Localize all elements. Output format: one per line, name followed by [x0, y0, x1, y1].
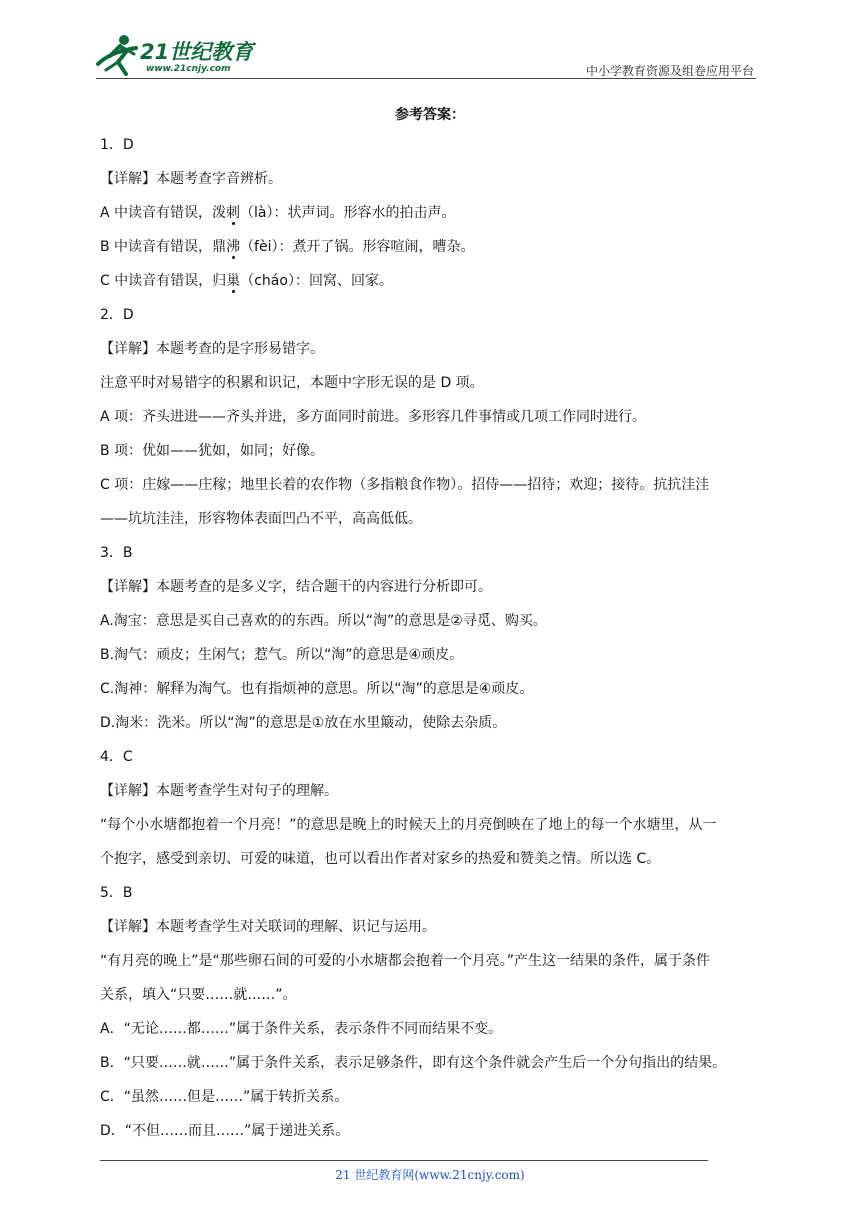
header-divider: [96, 78, 756, 79]
logo-url: www.21cnjy.com: [146, 64, 231, 74]
q5-option-b: B．“只要……就……”属于条件关系，表示足够条件，即有这个条件就会产生后一个分句指出的结果。: [100, 1055, 727, 1071]
q5-paragraph-1: “有月亮的晚上”是“那些卵石间的可爱的小水塘都会抱着一个月亮。”产生这一结果的条件，属于条件: [100, 953, 711, 969]
site-logo[interactable]: [96, 34, 266, 78]
q2-option-b: B 项：优如——犹如，如同；好像。: [100, 443, 325, 459]
q2-option-a: A 项：齐头进进——齐头并进，多方面同时前进。多形容几件事情或几项工作同时进行。: [100, 409, 647, 425]
q4-answer: 4．C: [100, 749, 133, 765]
q4-paragraph-2: 个抱字，感受到亲切、可爱的味道，也可以看出作者对家乡的热爱和赞美之情。所以选 C。: [100, 851, 661, 867]
q3-detail: 【详解】本题考查的是多义字，结合题干的内容进行分析即可。: [100, 579, 492, 595]
q1-a-text: A 中读音有错误，泼: [100, 205, 227, 221]
q5-option-d: D．“不但……而且……”属于递进关系。: [100, 1123, 350, 1139]
q1-b-text-post: （fèi）：煮开了锅。形容喧闹，嘈杂。: [240, 239, 475, 255]
q5-detail: 【详解】本题考查学生对关联词的理解、识记与运用。: [100, 919, 436, 935]
answer-content: [100, 128, 764, 1148]
q2-option-c: C 项：庄嫁——庄稼；地里长着的农作物（多指粮食作物）。招侍——招待；欢迎；接待。抗抗洼洼: [100, 477, 710, 493]
logo-text: 21世纪教育: [140, 40, 254, 64]
q3-option-b: B.淘气：顽皮；生闲气；惹气。所以“淘”的意思是④顽皮。: [100, 647, 464, 663]
q3-option-d: D.淘米：洗米。所以“淘”的意思是①放在水里簸动，使除去杂质。: [100, 715, 507, 731]
q1-c-dotted-char: 巢: [226, 273, 241, 289]
q1-c-text-post: （cháo）：回窝、回家。: [240, 273, 393, 289]
page-header: [96, 30, 756, 80]
q3-option-c: C.淘神：解释为淘气。也有指烦神的意思。所以“淘”的意思是④顽皮。: [100, 681, 534, 697]
q1-option-c: [100, 264, 764, 298]
q5-paragraph-2: 关系，填入“只要……就……”。: [100, 987, 297, 1003]
q3-answer: 3．B: [100, 545, 133, 561]
q1-answer: 1．D: [100, 137, 134, 153]
q5-option-c: C．“虽然……但是……”属于转折关系。: [100, 1089, 349, 1105]
page-title: 参考答案：: [395, 107, 465, 123]
q2-answer: 2．D: [100, 307, 134, 323]
q2-option-c-cont: ——坑坑洼洼，形容物体表面凹凸不平，高高低低。: [100, 511, 422, 527]
q2-detail: 【详解】本题考查的是字形易错字。: [100, 341, 324, 357]
q1-a-dotted-char: 刺: [226, 205, 241, 221]
footer-link[interactable]: 21 世纪教育网(www.21cnjy.com): [335, 1168, 525, 1182]
footer-divider: [100, 1160, 708, 1161]
q2-note: 注意平时对易错字的积累和识记，本题中字形无误的是 D 项。: [100, 375, 484, 391]
q4-paragraph-1: “每个小水塘都抱着一个月亮！”的意思是晚上的时候天上的月亮倒映在了地上的每一个水塘里，从一: [100, 817, 717, 833]
q1-option-a: [100, 196, 764, 230]
q1-a-text-post: （là）：状声词。形容水的拍击声。: [240, 205, 456, 221]
q4-detail: 【详解】本题考查学生对句子的理解。: [100, 783, 338, 799]
q1-c-text: C 中读音有错误，归: [100, 273, 227, 289]
runner-logo-icon: [96, 34, 142, 78]
q5-option-a: A．“无论……都……”属于条件关系，表示条件不同而结果不变。: [100, 1021, 503, 1037]
q1-detail: 【详解】本题考查字音辨析。: [100, 171, 282, 187]
q5-answer: 5．B: [100, 885, 133, 901]
q3-option-a: A.淘宝：意思是买自己喜欢的的东西。所以“淘”的意思是②寻觅、购买。: [100, 613, 547, 629]
q1-option-b: [100, 230, 764, 264]
q1-b-text: B 中读音有错误，鼎: [100, 239, 227, 255]
platform-name: 中小学教育资源及组卷应用平台: [585, 64, 754, 78]
q1-b-dotted-char: 沸: [226, 239, 241, 255]
